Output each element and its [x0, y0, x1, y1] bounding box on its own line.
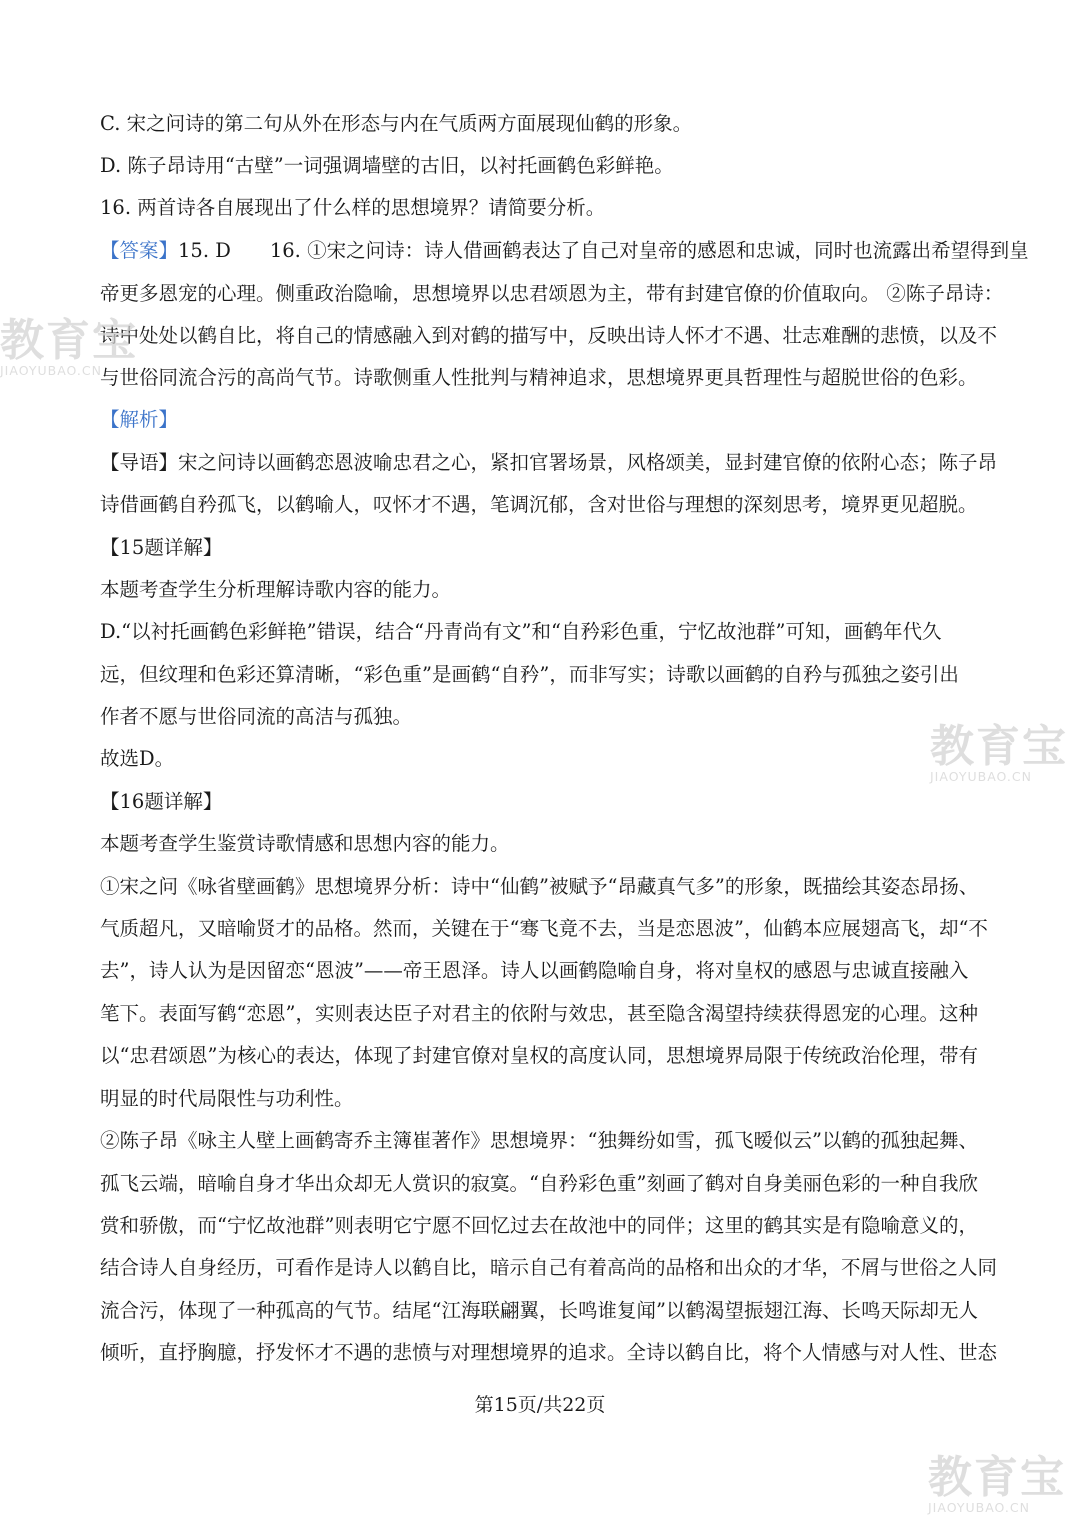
watermark-url: JIAOYUBAO.CN	[0, 363, 102, 378]
watermark-logo	[930, 721, 1068, 784]
q16-text: 结合诗人自身经历，可看作是诗人以鹤自比，暗示自己有着高尚的品格和出众的才华，不屑与世俗之人同	[100, 1256, 998, 1279]
q16-text: 笔下。表面写鹤“恋恩”，实则表达臣子对君主的依附与效忠，甚至隐含渴望持续获得恩宠的心理。这种	[100, 1002, 978, 1025]
watermark-title: 教育宝	[928, 1452, 1066, 1503]
q15-text: D.“以衬托画鹤色彩鲜艳”错误，结合“丹青尚有文”和“自矜彩色重，宁忆故池群”可知，画鹤年代久	[100, 620, 942, 643]
answer-text: 15. D 16. ①宋之问诗：诗人借画鹤表达了自己对皇帝的感恩和忠诚，同时也流露出希望得到皇	[178, 239, 1029, 262]
question-16: 16. 两首诗各自展现出了什么样的思想境界？请简要分析。	[100, 196, 606, 219]
option-d: D. 陈子昂诗用“古壁”一词强调墙壁的古旧，以衬托画鹤色彩鲜艳。	[100, 154, 674, 177]
q16-text: 倾听，直抒胸臆，抒发怀才不遇的悲愤与对理想境界的追求。全诗以鹤自比，将个人情感与对人性、世态	[100, 1341, 998, 1364]
answer-line	[100, 237, 1029, 265]
answer-text-line: 与世俗同流合污的高尚气节。诗歌侧重人性批判与精神追求，思想境界更具哲理性与超脱世俗的色彩。	[100, 366, 978, 389]
watermark-title: 教育宝	[930, 721, 1068, 772]
q16-text: ②陈子昂《咏主人壁上画鹤寄乔主簿崔著作》思想境界：“独舞纷如雪，孤飞暧似云”以鹤的孤独起舞、	[100, 1129, 978, 1152]
answer-text-line: 诗中处处以鹤自比，将自己的情感融入到对鹤的描写中，反映出诗人怀才不遇、壮志难酬的悲愤，以及不	[100, 324, 998, 347]
q16-text: 明显的时代局限性与功利性。	[100, 1087, 354, 1110]
answer-label: 【答案】	[100, 239, 179, 262]
q15-text: 本题考查学生分析理解诗歌内容的能力。	[100, 578, 452, 601]
q16-text: 去”，诗人认为是因留恋“恩波”——帝王恩泽。诗人以画鹤隐喻自身，将对皇权的感恩与忠诚直接融入	[100, 959, 969, 982]
q15-heading: 【15题详解】	[100, 536, 223, 559]
q16-text: 流合污，体现了一种孤高的气节。结尾“江海联翩翼，长鸣谁复闻”以鹤渴望振翅江海、长鸣天际却无人	[100, 1299, 978, 1322]
page-number: 第15页/共22页	[474, 1394, 606, 1416]
intro-paragraph: 诗借画鹤自矜孤飞，以鹤喻人，叹怀才不遇，笔调沉郁，含对世俗与理想的深刻思考，境界更见超脱。	[100, 493, 978, 516]
q16-text: 以“忠君颂恩”为核心的表达，体现了封建官僚对皇权的高度认同，思想境界局限于传统政治伦理，带有	[100, 1044, 978, 1067]
q16-text: 本题考查学生鉴赏诗歌情感和思想内容的能力。	[100, 832, 510, 855]
watermark-logo	[928, 1452, 1066, 1515]
q16-heading: 【16题详解】	[100, 790, 223, 813]
q15-text: 远，但纹理和色彩还算清晰，“彩色重”是画鹤“自矜”，而非写实；诗歌以画鹤的自矜与孤独之姿引出	[100, 663, 959, 686]
watermark-logo	[0, 315, 138, 378]
watermark-url: JIAOYUBAO.CN	[928, 1500, 1030, 1515]
q15-text: 作者不愿与世俗同流的高洁与孤独。	[100, 705, 413, 728]
watermark-title: 教育宝	[0, 315, 138, 366]
watermark-url: JIAOYUBAO.CN	[930, 769, 1032, 784]
intro-paragraph: 【导语】宋之问诗以画鹤恋恩波喻忠君之心，紧扣官署场景，风格颂美，显封建官僚的依附心态；陈子昂	[100, 451, 998, 474]
q16-text: 赏和骄傲，而“宁忆故池群”则表明它宁愿不回忆过去在故池中的同伴；这里的鹤其实是有隐喻意义的，	[100, 1214, 978, 1237]
q16-text: 孤飞云端，暗喻自身才华出众却无人赏识的寂寞。“自矜彩色重”刻画了鹤对自身美丽色彩的一种自我欣	[100, 1172, 978, 1195]
analysis-label: 【解析】	[100, 408, 179, 431]
q16-text: 气质超凡，又暗喻贤才的品格。然而，关键在于“骞飞竟不去，当是恋恩波”，仙鹤本应展翅高飞，却“不	[100, 917, 988, 940]
q16-text: ①宋之问《咏省壁画鹤》思想境界分析：诗中“仙鹤”被赋予“昂藏真气多”的形象，既描绘其姿态昂扬、	[100, 875, 979, 898]
option-c: C. 宋之问诗的第二句从外在形态与内在气质两方面展现仙鹤的形象。	[100, 112, 693, 135]
answer-text-line: 帝更多恩宠的心理。侧重政治隐喻，思想境界以忠君颂恩为主，带有封建官僚的价值取向。 ②陈子昂诗：	[100, 282, 1004, 305]
q15-choice: 故选D。	[100, 747, 175, 770]
